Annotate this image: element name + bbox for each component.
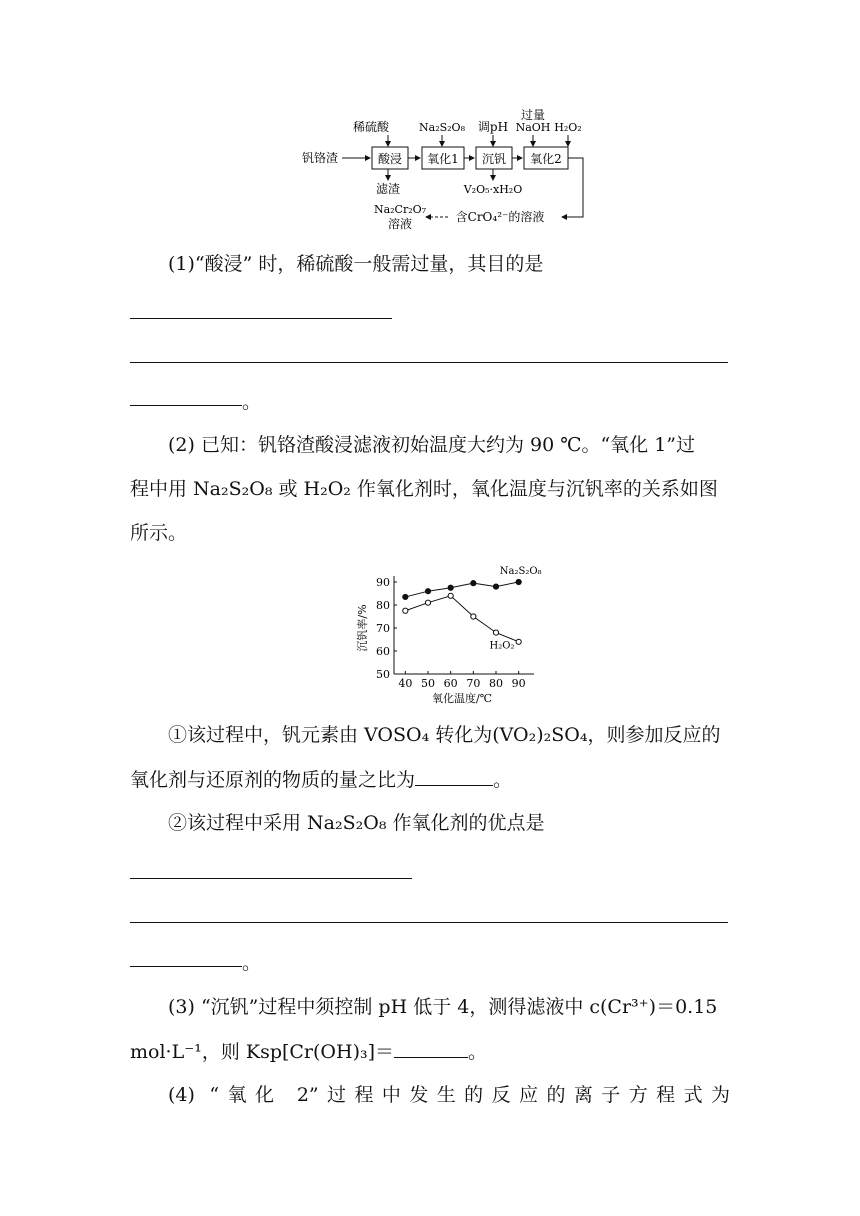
q2-sub2-answer-line-2[interactable] [130, 922, 728, 923]
series-line [405, 596, 518, 642]
y-tick-label: 90 [376, 576, 390, 589]
q2-line-3: 所示。 [130, 522, 188, 544]
series-line [405, 582, 518, 597]
x-tick-label: 40 [398, 677, 413, 690]
label-excess: 过量 [520, 108, 546, 122]
label-v2o5: V₂O₅·xH₂O [463, 183, 523, 196]
x-tick-label: 80 [489, 677, 503, 690]
label-raw-slag: 钒铬渣 [301, 151, 339, 165]
q2-line-1: (2) 已知：钒铬渣酸浸滤液初始温度大约为 90 ℃。“氧化 1”过 [168, 434, 696, 456]
q3-line-2 [130, 1039, 730, 1064]
series-label: Na₂S₂O₈ [499, 566, 542, 577]
x-tick-label: 60 [443, 677, 458, 690]
q2-sub1-period: 。 [493, 769, 513, 791]
y-tick-label: 60 [376, 645, 390, 658]
q2-sub2-period: 。 [242, 952, 262, 974]
q2-sub2-answer-line-3[interactable] [130, 966, 242, 967]
q2-sub1-answer-blank[interactable] [415, 767, 493, 786]
box-vanadium-precip-label: 沉钒 [481, 152, 507, 166]
q2-sub2-answer-line-1[interactable] [130, 878, 412, 879]
label-solution: 溶液 [387, 217, 413, 231]
label-h2o2-top: H₂O₂ [554, 121, 582, 134]
q2-sub1-line-1: ①该过程中，钒元素由 VOSO₄ 转化为(VO₂)₂SO₄，则参加反应的 [168, 724, 721, 746]
data-point [493, 584, 498, 589]
q4-line-1: (4) “氧化 2”过程中发生的反应的离子方程式为 [168, 1084, 730, 1106]
data-point [516, 579, 521, 584]
x-tick-label: 90 [511, 677, 526, 690]
label-adjust-ph: 调pH [477, 120, 509, 134]
label-naoh: NaOH [515, 121, 551, 134]
y-tick-label: 50 [376, 668, 390, 681]
data-point [425, 600, 430, 605]
x-tick-label: 70 [466, 677, 481, 690]
q1-period: 。 [242, 391, 262, 413]
x-tick-label: 50 [421, 677, 435, 690]
q3-text: mol·L⁻¹，则 Ksp[Cr(OH)₃]＝ [130, 1041, 395, 1063]
temperature-vs-precipitation-chart [350, 560, 550, 710]
x-axis-label: 氧化温度/℃ [431, 692, 493, 705]
q2-line-2: 程中用 Na₂S₂O₈ 或 H₂O₂ 作氧化剂时，氧化温度与沉钒率的关系如图 [130, 478, 718, 500]
box-oxidation-1-label: 氧化1 [427, 152, 459, 166]
q1-answer-line-3[interactable] [130, 405, 242, 406]
data-point [448, 593, 453, 598]
q2-sub2-text: ②该过程中采用 Na₂S₂O₈ 作氧化剂的优点是 [168, 812, 545, 834]
data-point [425, 589, 430, 594]
data-point [448, 585, 453, 590]
series-label: H₂O₂ [489, 640, 515, 652]
box-acid-leach-label: 酸浸 [377, 152, 403, 166]
label-na2cr2o7: Na₂Cr₂O₇ [373, 203, 427, 216]
data-point [493, 630, 498, 635]
q3-period: 。 [468, 1041, 488, 1063]
label-na2s2o8-top: Na₂S₂O₈ [419, 121, 465, 134]
label-cro4-solution: 含CrO₄²⁻的溶液 [455, 210, 545, 224]
q1-answer-line-1[interactable] [130, 318, 392, 319]
q2-sub1-line-2 [130, 767, 730, 792]
box-oxidation-2-label: 氧化2 [530, 152, 562, 166]
y-tick-label: 80 [376, 599, 390, 612]
data-point [471, 614, 476, 619]
q3-answer-blank[interactable] [394, 1039, 468, 1058]
data-point [403, 608, 408, 613]
data-point [516, 639, 521, 644]
y-tick-label: 70 [376, 622, 390, 635]
process-flowchart [300, 100, 600, 235]
q2-sub1-text: 氧化剂与还原剂的物质的量之比为 [130, 769, 416, 791]
q1-text: (1)“酸浸” 时，稀硫酸一般需过量，其目的是 [168, 253, 544, 275]
label-residue: 滤渣 [375, 182, 401, 196]
label-dilute-h2so4: 稀硫酸 [352, 120, 390, 134]
data-point [471, 581, 476, 586]
data-point [403, 594, 408, 599]
q3-line-1: (3) “沉钒”过程中须控制 pH 低于 4，测得滤液中 c(Cr³⁺)＝0.15 [168, 996, 718, 1018]
y-axis-label: 沉钒率/% [356, 604, 369, 652]
q1-answer-line-2[interactable] [130, 362, 728, 363]
